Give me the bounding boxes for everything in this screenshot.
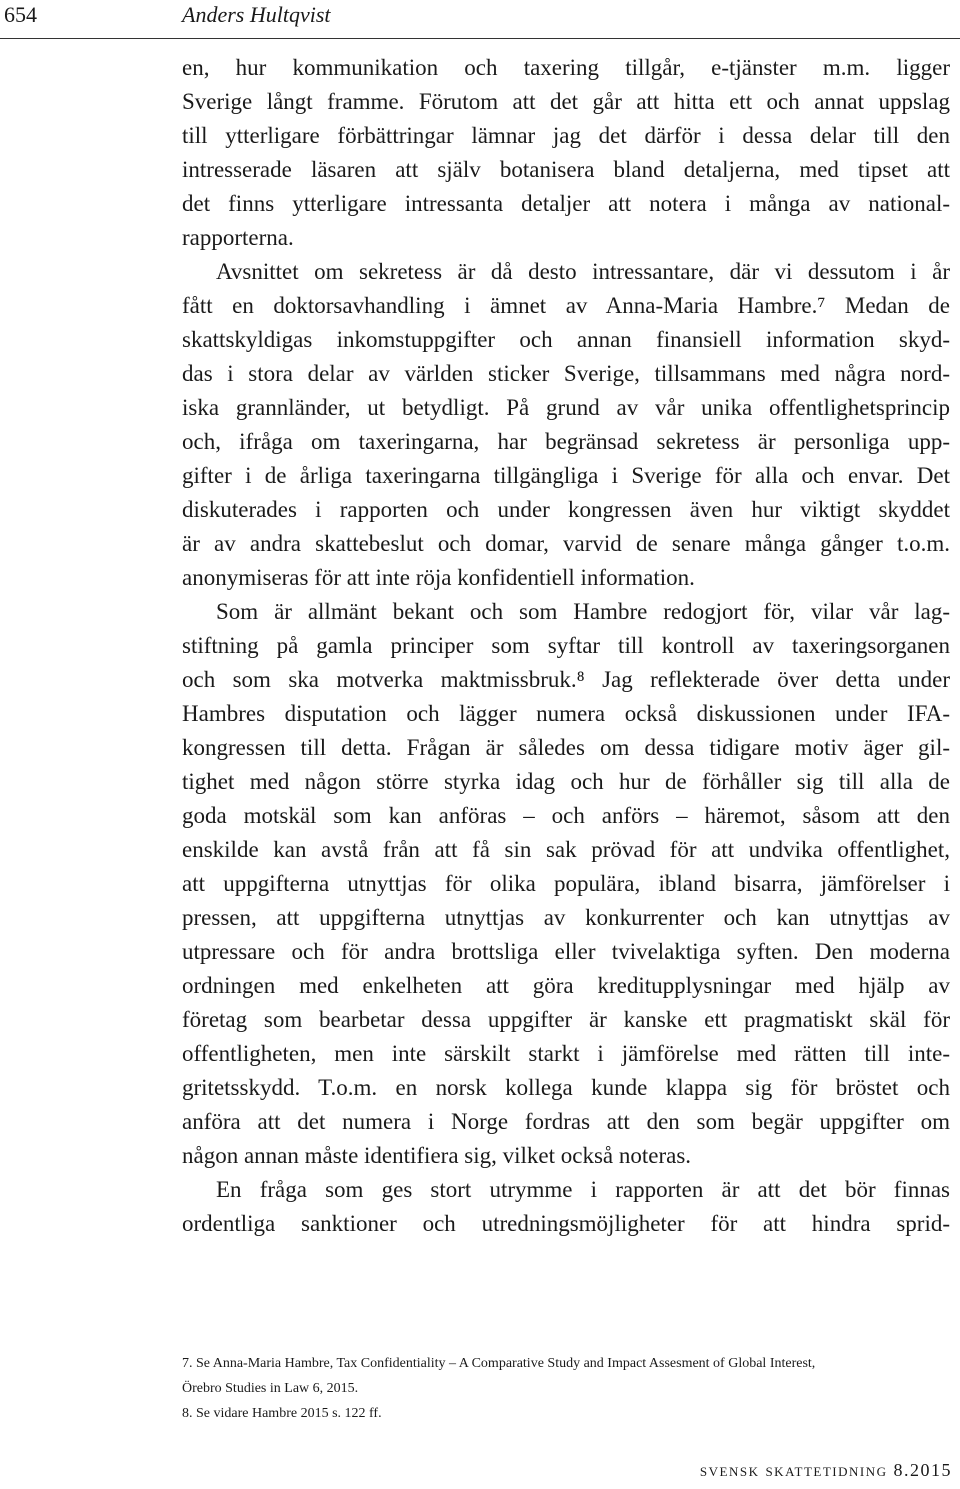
text-line: och som ska motverka maktmissbruk.⁸ Jag reflekterade över detta under [182, 667, 950, 692]
footnote-7-continued: Örebro Studies in Law 6, 2015. [182, 1381, 359, 1396]
text-line: intresserade läsaren att själv botanisera bland detaljerna, med tipset att [182, 157, 950, 182]
text-line: offentligheten, men inte särskilt starkt i jämförelse med rätten till inte- [182, 1041, 950, 1066]
text-line: diskuterades i rapporten och under kongressen även hur viktigt skyddet [182, 497, 950, 522]
page-header [0, 0, 960, 39]
text-line: det finns ytterligare intressanta detaljer att notera i många av national- [182, 191, 950, 216]
text-line: utpressare och för andra brottsliga eller tvivelaktiga syften. Den moderna [182, 939, 950, 964]
running-author: Anders Hultqvist [182, 2, 331, 27]
text-line: ordningen med enkelheten att göra kreditupplysningar med hjälp av [182, 973, 950, 998]
text-line: tighet med någon större styrka idag och hur de förhåller sig till alla de [182, 769, 950, 794]
text-line: är av andra skattebeslut och domar, varvid de senare många gånger t.o.m. [182, 531, 950, 556]
text-line: någon annan måste identifiera sig, vilket också noteras. [182, 1143, 692, 1168]
text-line: En fråga som ges stort utrymme i rapporten är att det bör finnas [216, 1177, 950, 1202]
text-line: Hambres disputation och lägger numera också diskussionen under IFA- [182, 701, 950, 726]
text-line: gritetsskydd. T.o.m. en norsk kollega kunde klappa sig för bröstet och [182, 1075, 950, 1100]
text-line: anföra att det numera i Norge fordras att den som begär uppgifter om [182, 1109, 950, 1134]
text-line: en, hur kommunikation och taxering tillgår, e-tjänster m.m. ligger [182, 55, 950, 80]
text-line: att uppgifterna utnyttjas för olika populära, ibland bisarra, jämförelser i [182, 871, 950, 896]
text-line: kongressen till detta. Frågan är således om dessa tidigare motiv äger gil- [182, 735, 950, 760]
text-line: goda motskäl som kan anföras – och anförs – häremot, såsom att den [182, 803, 950, 828]
body-text [182, 51, 950, 1241]
text-line: ordentliga sanktioner och utredningsmöjligheter för att hindra sprid- [182, 1211, 950, 1236]
text-line: rapporterna. [182, 225, 294, 250]
text-line: Som är allmänt bekant och som Hambre redogjort för, vilar vår lag- [216, 599, 950, 624]
text-line: Sverige långt framme. Förutom att det går att hitta ett och annat uppslag [182, 89, 950, 114]
text-line: stiftning på gamla principer som syftar till kontroll av taxeringsorganen [182, 633, 950, 658]
footnote-7: 7. Se Anna-Maria Hambre, Tax Confidentiality – A Comparative Study and Impact Assesment of Global Interest, [182, 1356, 816, 1371]
text-line: iska grannländer, ut betydligt. På grund av vår unika offentlighetsprincip [182, 395, 950, 420]
footnotes [182, 1351, 960, 1426]
footnote-8: 8. Se vidare Hambre 2015 s. 122 ff. [182, 1406, 382, 1421]
text-line: företag som bearbetar dessa uppgifter är kanske ett pragmatiskt skäl för [182, 1007, 950, 1032]
text-line: till ytterligare förbättringar lämnar jag det därför i dessa delar till den [182, 123, 950, 148]
page-number: 654 [4, 2, 37, 27]
text-line: Avsnittet om sekretess är då desto intressantare, där vi dessutom i år [216, 259, 950, 284]
text-line: fått en doktorsavhandling i ämnet av Anna-Maria Hambre.⁷ Medan de [182, 293, 950, 318]
text-line: pressen, att uppgifterna utnyttjas av konkurrenter och kan utnyttjas av [182, 905, 950, 930]
text-line: anonymiseras för att inte röja konfidentiell information. [182, 565, 695, 590]
text-line: gifter i de årliga taxeringarna tillgängliga i Sverige för alla och envar. Det [182, 463, 950, 488]
text-line: och, ifråga om taxeringarna, har begränsad sekretess är personliga upp- [182, 429, 950, 454]
text-line: enskilde kan avstå från att få sin sak prövad för att undvika offentlighet, [182, 837, 950, 862]
text-line: skattskyldigas inkomstuppgifter och annan finansiell information skyd- [182, 327, 950, 352]
journal-footer: svensk skattetidning 8.2015 [699, 1460, 952, 1480]
text-line: das i stora delar av världen sticker Sverige, tillsammans med några nord- [182, 361, 950, 386]
